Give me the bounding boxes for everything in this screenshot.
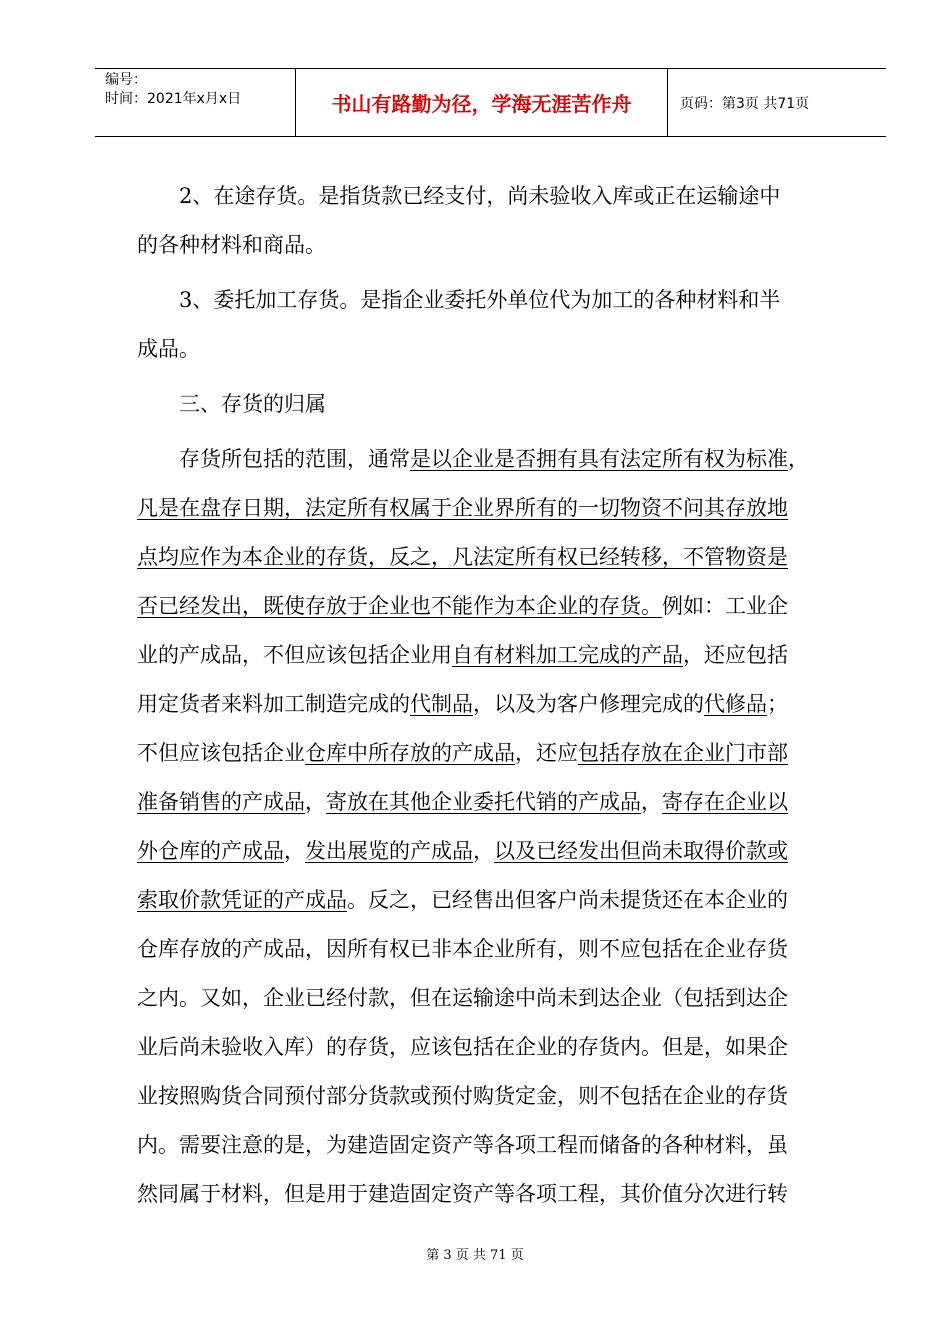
text-segment: ，以及为客户修理完成的 (473, 692, 704, 716)
header-motto: 书山有路勤为径，学海无涯苦作舟 (296, 69, 668, 136)
header-meta (95, 69, 296, 136)
text-segment: ， (473, 839, 494, 863)
document-body (137, 172, 849, 1219)
document-time-label: 时间：2021年x月x日 (105, 91, 242, 107)
text-line (137, 380, 849, 429)
text-segment: 2、在途存货。是指货款已经支付，尚未验收入库或正在运输途中 (137, 184, 781, 208)
text-segment: 成品。 (137, 337, 200, 361)
underlined-text: 以及已经发出但尚未取得价款或 (494, 839, 788, 863)
text-segment: 业的产成品，不但应该包括企业用 (137, 643, 452, 667)
text-line (137, 533, 849, 582)
document-number-label: 编号： (105, 72, 147, 88)
underlined-text: 否已经发出，既使存放于企业也不能作为本企业的存货。 (137, 594, 662, 618)
text-segment: 例如：工业企 (662, 594, 788, 618)
text-segment: ； (767, 692, 788, 716)
underlined-text: 仓库中所存放的产成品 (305, 741, 515, 765)
text-line (137, 435, 849, 484)
text-segment: 用定货者来料加工制造完成的 (137, 692, 410, 716)
underlined-text: 寄放在其他企业委托代销的产成品 (326, 790, 641, 814)
text-line (137, 827, 849, 876)
text-segment: 之内。又如，企业已经付款，但在运输途中尚未到达企业（包括到达企 (137, 986, 788, 1010)
text-segment: ， (284, 839, 305, 863)
text-segment: 不但应该包括企业 (137, 741, 305, 765)
text-line (137, 974, 849, 1023)
text-line (137, 325, 849, 374)
text-segment: 存货所包括的范围，通常 (137, 447, 410, 471)
underlined-text: 是以企业是否拥有具有法定所有权为标准 (410, 447, 788, 471)
text-line (137, 1072, 849, 1121)
text-line (137, 276, 849, 325)
underlined-text: 索取价款凭证的产成品 (137, 888, 347, 912)
text-line (137, 631, 849, 680)
text-segment: 业后尚未验收入库）的存货，应该包括在企业的存货内。但是，如果企 (137, 1035, 788, 1059)
text-line (137, 221, 849, 270)
text-line (137, 1170, 849, 1219)
text-segment: 的各种材料和商品。 (137, 233, 326, 257)
page-footer: 第 3 页 共 71 页 (426, 1248, 524, 1263)
text-segment: 仓库存放的产成品，因所有权已非本企业所有，则不应包括在企业存货 (137, 937, 788, 961)
underlined-text: 凡是在盘存日期，法定所有权属于企业界所有的一切物资不问其存放地 (137, 496, 788, 520)
underlined-text: 代修品 (704, 692, 767, 716)
text-segment: 业按照购货合同预付部分货款或预付购货定金，则不包括在企业的存货 (137, 1084, 788, 1108)
text-line (137, 925, 849, 974)
underlined-text: 外仓库的产成品 (137, 839, 284, 863)
text-line (137, 172, 849, 221)
text-line (137, 1121, 849, 1170)
text-segment: 三、存货的归属 (137, 392, 326, 416)
text-segment: ， (305, 790, 326, 814)
text-line (137, 484, 849, 533)
text-line (137, 582, 849, 631)
underlined-text: 包括存放在企业门市部 (578, 741, 788, 765)
text-segment: 。反之，已经售出但客户尚未提货还在本企业的 (347, 888, 788, 912)
underlined-text: 准备销售的产成品 (137, 790, 305, 814)
text-segment: 然同属于材料，但是用于建造固定资产等各项工程，其价值分次进行转 (137, 1182, 788, 1206)
underlined-text: 代制品 (410, 692, 473, 716)
text-line (137, 1023, 849, 1072)
text-line (137, 680, 849, 729)
page-header (95, 68, 886, 137)
underlined-text: 自有材料加工完成的产品 (452, 643, 683, 667)
header-page-info: 页码：第3页 共71页 (680, 95, 810, 112)
text-line (137, 778, 849, 827)
text-line (137, 876, 849, 925)
underlined-text: 寄存在企业以 (662, 790, 788, 814)
underlined-text: 点均应作为本企业的存货，反之，凡法定所有权已经转移，不管物资是 (137, 545, 788, 569)
text-segment: ，还应 (515, 741, 578, 765)
text-segment: ，还应包括 (683, 643, 788, 667)
text-segment: ， (788, 447, 809, 471)
text-segment: ， (641, 790, 662, 814)
text-segment: 内。需要注意的是，为建造固定资产等各项工程而储备的各种材料，虽 (137, 1133, 788, 1157)
underlined-text: 发出展览的产成品 (305, 839, 473, 863)
text-segment: 3、委托加工存货。是指企业委托外单位代为加工的各种材料和半 (137, 288, 781, 312)
text-line (137, 729, 849, 778)
